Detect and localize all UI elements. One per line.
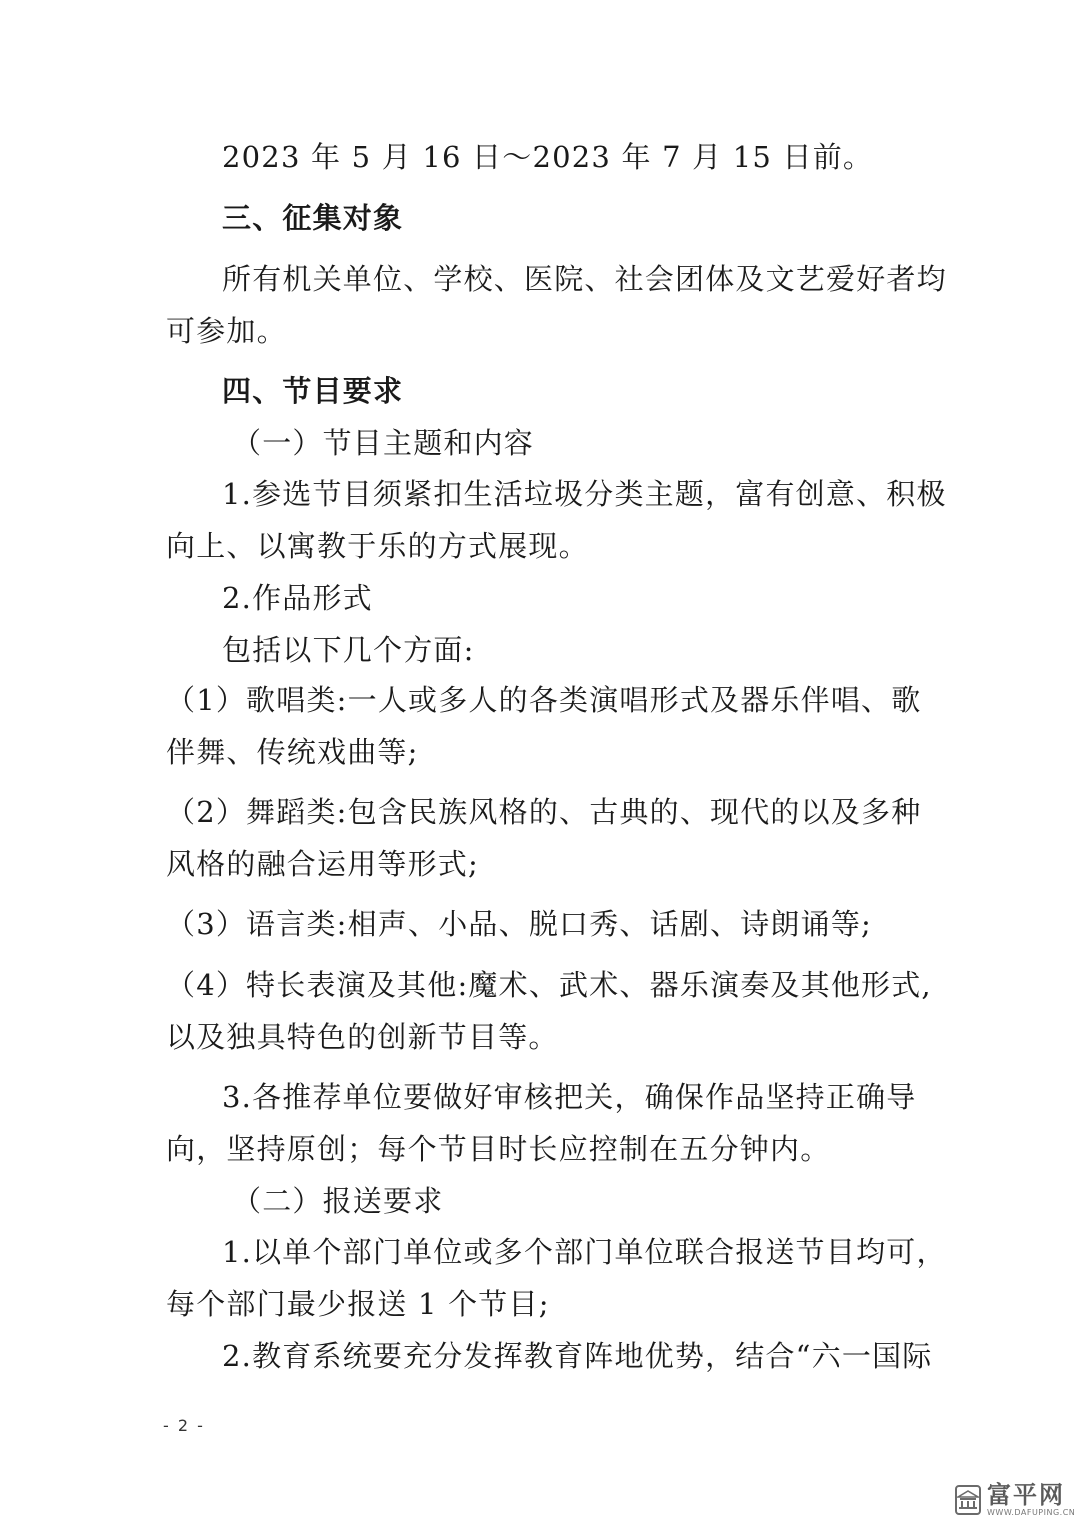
paragraph-line: 向，坚持原创；每个节目时长应控制在五分钟内。 bbox=[166, 1132, 831, 1166]
section-heading-program-requirements: 四、节目要求 bbox=[222, 374, 404, 408]
watermark-site-name: 富平网 bbox=[987, 1481, 1065, 1509]
list-item-line: 伴舞、传统戏曲等; bbox=[166, 735, 419, 769]
subsection-heading-submission: （二）报送要求 bbox=[232, 1184, 444, 1218]
list-item-line: （3）语言类:相声、小品、脱口秀、话剧、诗朗诵等; bbox=[166, 907, 872, 941]
list-item-line: 以及独具特色的创新节目等。 bbox=[166, 1020, 559, 1054]
paragraph-line: 每个部门最少报送 1 个节目; bbox=[166, 1287, 550, 1321]
paragraph-line: 2.作品形式 bbox=[222, 581, 373, 615]
page-number: - 2 - bbox=[163, 1416, 205, 1435]
list-item-line: （2）舞蹈类:包含民族风格的、古典的、现代的以及多种 bbox=[166, 795, 922, 829]
paragraph-line: 包括以下几个方面: bbox=[222, 633, 475, 667]
section-heading-collection-targets: 三、征集对象 bbox=[222, 201, 404, 235]
list-item-line: （1）歌唱类:一人或多人的各类演唱形式及器乐伴唱、歌 bbox=[166, 683, 922, 717]
paragraph-line: 1.参选节目须紧扣生活垃圾分类主题，富有创意、积极 bbox=[222, 477, 947, 511]
paragraph-line: 可参加。 bbox=[166, 314, 287, 348]
watermark-site-url: WWW.DAFUPING.CN bbox=[987, 1508, 1076, 1517]
list-item-line: （4）特长表演及其他:魔术、武术、器乐演奏及其他形式, bbox=[166, 968, 932, 1002]
paragraph-line: 2.教育系统要充分发挥教育阵地优势，结合“六一国际 bbox=[222, 1339, 933, 1373]
paragraph-line: 向上、以寓教于乐的方式展现。 bbox=[166, 529, 589, 563]
building-icon bbox=[955, 1485, 981, 1515]
subsection-heading-theme: （一）节目主题和内容 bbox=[232, 426, 535, 460]
date-range-line: 2023 年 5 月 16 日～2023 年 7 月 15 日前。 bbox=[222, 140, 874, 174]
paragraph-line: 所有机关单位、学校、医院、社会团体及文艺爱好者均 bbox=[222, 262, 947, 296]
paragraph-line: 1.以单个部门单位或多个部门单位联合报送节目均可， bbox=[222, 1235, 947, 1269]
site-watermark bbox=[955, 1478, 1076, 1522]
paragraph-line: 3.各推荐单位要做好审核把关，确保作品坚持正确导 bbox=[222, 1080, 917, 1114]
list-item-line: 风格的融合运用等形式; bbox=[166, 847, 479, 881]
